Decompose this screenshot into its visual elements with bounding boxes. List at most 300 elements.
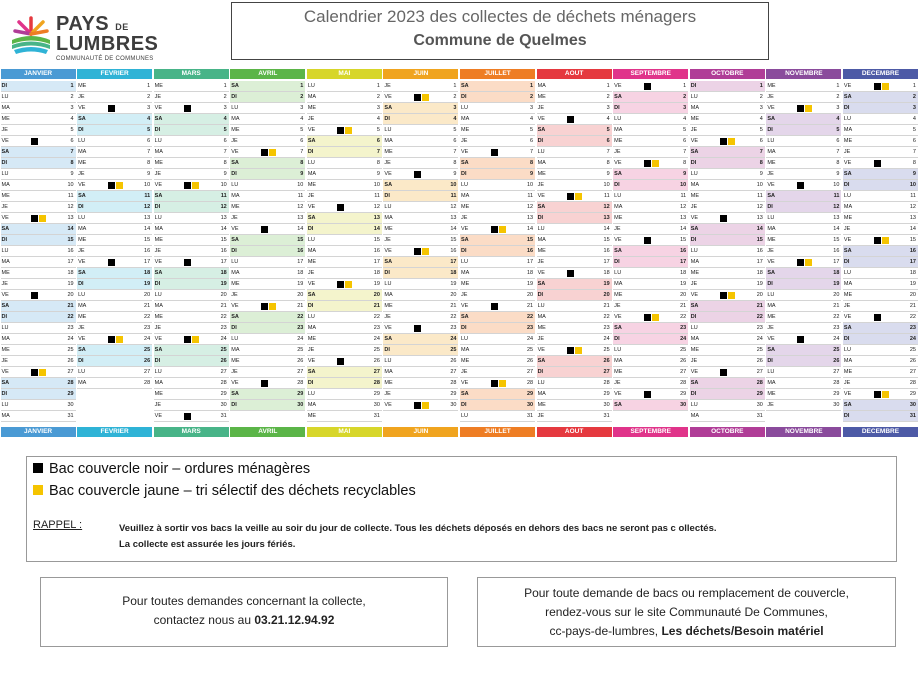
day-number: 22 xyxy=(144,314,151,320)
day-name: SA xyxy=(614,94,622,100)
legend-box xyxy=(26,456,897,562)
day-number: 20 xyxy=(144,292,151,298)
day-name: VE xyxy=(307,204,316,210)
day-row xyxy=(154,147,229,158)
day-row xyxy=(77,180,152,191)
day-number: 30 xyxy=(297,402,304,408)
day-number: 11 xyxy=(450,193,457,199)
day-name: SA xyxy=(767,347,775,353)
day-name: MA xyxy=(537,237,546,243)
day-number: 6 xyxy=(683,138,687,144)
day-name: JE xyxy=(231,292,238,298)
day-name: LU xyxy=(384,358,392,364)
day-number: 10 xyxy=(67,182,74,188)
day-number: 19 xyxy=(144,281,151,287)
day-number: 4 xyxy=(759,116,763,122)
day-name: ME xyxy=(1,347,10,353)
month-footer: OCTOBRE xyxy=(690,427,765,437)
day-number: 5 xyxy=(70,127,74,133)
day-row xyxy=(230,279,305,290)
month-days xyxy=(77,81,152,389)
day-name: ME xyxy=(1,270,10,276)
day-row xyxy=(1,334,76,345)
day-row xyxy=(766,158,841,169)
day-name: DI xyxy=(1,237,7,243)
day-row xyxy=(154,378,229,389)
day-row xyxy=(537,92,612,103)
day-row xyxy=(307,257,382,268)
month-footer: DECEMBRE xyxy=(843,427,918,437)
day-name: LU xyxy=(1,248,9,254)
day-number: 22 xyxy=(833,314,840,320)
day-number: 9 xyxy=(223,171,227,177)
yellow-square-icon xyxy=(33,485,43,495)
day-number: 13 xyxy=(909,215,916,221)
day-name: SA xyxy=(843,248,852,254)
month-header: AOUT xyxy=(537,69,612,79)
black-bin-icon xyxy=(414,325,421,332)
day-row xyxy=(690,323,765,334)
day-number: 8 xyxy=(376,160,380,166)
day-name: JE xyxy=(537,105,544,111)
day-row xyxy=(307,356,382,367)
day-name: JE xyxy=(154,94,162,100)
day-row xyxy=(537,213,612,224)
day-row xyxy=(383,367,458,378)
month-days xyxy=(766,81,841,411)
day-row xyxy=(690,257,765,268)
day-number: 2 xyxy=(836,94,840,100)
day-number: 1 xyxy=(223,83,227,89)
day-number: 23 xyxy=(603,325,610,331)
day-number: 19 xyxy=(833,281,840,287)
day-name: JE xyxy=(843,303,851,309)
day-number: 30 xyxy=(680,402,687,408)
day-row xyxy=(383,400,458,411)
month-column xyxy=(843,69,918,437)
day-number: 29 xyxy=(603,391,610,397)
day-row xyxy=(613,92,688,103)
day-number: 24 xyxy=(450,336,457,342)
day-row xyxy=(383,268,458,279)
request-line1: Pour toute demande de bacs ou remplacement de couvercle, xyxy=(524,586,849,600)
day-name: ME xyxy=(690,270,699,276)
day-row xyxy=(460,213,535,224)
day-row xyxy=(766,213,841,224)
day-name: DI xyxy=(461,171,467,177)
day-name: SA xyxy=(1,303,10,309)
calendar-grid xyxy=(0,69,919,437)
day-number: 14 xyxy=(144,226,151,232)
day-number: 18 xyxy=(909,270,916,276)
day-row xyxy=(460,169,535,180)
black-bin-icon xyxy=(414,248,421,255)
day-number: 10 xyxy=(756,182,763,188)
day-name: VE xyxy=(78,105,86,111)
day-number: 20 xyxy=(680,292,687,298)
rappel-label: RAPPEL : xyxy=(33,519,83,531)
month-header: NOVEMBRE xyxy=(766,69,841,79)
day-name: SA xyxy=(231,83,239,89)
day-number: 19 xyxy=(67,281,74,287)
day-name: SA xyxy=(154,116,163,122)
day-row xyxy=(690,312,765,323)
day-number: 27 xyxy=(373,369,380,375)
day-row xyxy=(613,301,688,312)
day-number: 13 xyxy=(220,215,227,221)
legend-black-label: Bac couvercle noir – ordures ménagères xyxy=(49,461,311,477)
day-number: 9 xyxy=(912,171,916,177)
day-name: ME xyxy=(231,204,240,210)
day-name: JE xyxy=(461,138,468,144)
black-bin-icon xyxy=(797,259,804,266)
black-bin-icon xyxy=(491,149,498,156)
day-row xyxy=(613,279,688,290)
day-name: SA xyxy=(231,391,239,397)
day-name: DI xyxy=(231,402,237,408)
day-row xyxy=(307,279,382,290)
day-number: 23 xyxy=(373,325,380,331)
black-bin-icon xyxy=(797,336,804,343)
day-number: 29 xyxy=(220,391,227,397)
day-row xyxy=(383,224,458,235)
day-number: 16 xyxy=(603,248,610,254)
day-number: 15 xyxy=(67,237,74,243)
day-name: DI xyxy=(537,215,544,221)
day-number: 3 xyxy=(759,105,763,111)
month-column xyxy=(766,69,841,437)
day-number: 18 xyxy=(833,270,840,276)
day-name: VE xyxy=(384,171,392,177)
day-name: JE xyxy=(1,204,8,210)
day-name: JE xyxy=(537,413,544,419)
day-name: DI xyxy=(537,369,544,375)
day-number: 5 xyxy=(300,127,304,133)
black-bin-icon xyxy=(414,402,421,409)
logo-line1-small: DE xyxy=(115,22,129,32)
day-row xyxy=(460,400,535,411)
day-row xyxy=(230,136,305,147)
day-number: 6 xyxy=(453,138,457,144)
day-number: 6 xyxy=(223,138,227,144)
day-number: 21 xyxy=(297,303,304,309)
day-row xyxy=(154,290,229,301)
day-row xyxy=(383,147,458,158)
day-name: ME xyxy=(690,193,699,199)
day-name: LU xyxy=(384,204,392,210)
day-name: MA xyxy=(231,347,240,353)
day-number: 12 xyxy=(680,204,687,210)
day-name: DI xyxy=(537,292,544,298)
black-bin-icon xyxy=(261,380,268,387)
black-bin-icon xyxy=(874,314,881,321)
day-number: 24 xyxy=(756,336,763,342)
day-name: MA xyxy=(1,413,10,419)
day-row xyxy=(1,114,76,125)
day-name: SA xyxy=(384,259,393,265)
day-number: 2 xyxy=(606,94,610,100)
day-number: 20 xyxy=(833,292,840,298)
day-name: VE xyxy=(843,314,852,320)
day-number: 14 xyxy=(909,226,916,232)
day-name: ME xyxy=(614,138,623,144)
day-number: 31 xyxy=(909,413,916,419)
day-number: 26 xyxy=(67,358,74,364)
day-number: 17 xyxy=(373,259,380,265)
day-row xyxy=(537,235,612,246)
day-name: DI xyxy=(461,94,467,100)
day-name: MA xyxy=(231,270,240,276)
day-row xyxy=(843,257,918,268)
day-number: 7 xyxy=(912,149,916,155)
day-name: VE xyxy=(307,281,316,287)
day-row xyxy=(307,389,382,400)
day-number: 15 xyxy=(603,237,610,243)
day-number: 30 xyxy=(67,402,74,408)
day-name: DI xyxy=(154,204,161,210)
day-name: JE xyxy=(384,83,391,89)
day-name: MA xyxy=(461,347,470,353)
day-row xyxy=(690,136,765,147)
day-name: ME xyxy=(154,314,163,320)
day-name: SA xyxy=(384,336,393,342)
day-number: 20 xyxy=(450,292,457,298)
day-name: SA xyxy=(307,215,316,221)
day-number: 17 xyxy=(450,259,457,265)
day-row xyxy=(690,213,765,224)
rappel-line2: La collecte est assurée les jours fériés. xyxy=(119,539,296,550)
day-number: 27 xyxy=(297,369,304,375)
day-row xyxy=(613,257,688,268)
day-row xyxy=(537,334,612,345)
day-row xyxy=(843,191,918,202)
day-row xyxy=(1,191,76,202)
day-name: LU xyxy=(461,105,469,111)
day-number: 3 xyxy=(530,105,534,111)
day-number: 12 xyxy=(144,204,151,210)
day-row xyxy=(843,367,918,378)
black-bin-icon xyxy=(644,160,651,167)
day-name: SA xyxy=(537,127,546,133)
day-name: DI xyxy=(231,171,237,177)
day-number: 10 xyxy=(603,182,610,188)
day-number: 25 xyxy=(833,347,840,353)
day-row xyxy=(1,136,76,147)
day-number: 28 xyxy=(220,380,227,386)
day-name: ME xyxy=(231,127,240,133)
day-row xyxy=(230,202,305,213)
day-number: 22 xyxy=(67,314,74,320)
day-row xyxy=(613,114,688,125)
logo-sun-icon xyxy=(10,14,52,56)
day-row xyxy=(383,180,458,191)
day-number: 18 xyxy=(526,270,534,276)
day-name: DI xyxy=(843,182,850,188)
black-bin-icon xyxy=(184,413,191,420)
day-name: DI xyxy=(614,336,620,342)
day-row xyxy=(460,290,535,301)
day-row xyxy=(1,224,76,235)
day-number: 2 xyxy=(912,94,916,100)
day-number: 11 xyxy=(527,193,534,199)
day-name: MA xyxy=(307,325,317,331)
day-name: VE xyxy=(537,347,545,353)
day-number: 9 xyxy=(530,171,534,177)
day-name: DI xyxy=(461,325,467,331)
day-number: 29 xyxy=(756,391,763,397)
day-number: 2 xyxy=(300,94,304,100)
day-name: JE xyxy=(307,116,315,122)
day-number: 29 xyxy=(833,391,840,397)
day-name: ME xyxy=(767,314,776,320)
yellow-bin-icon xyxy=(192,182,199,189)
day-name: JE xyxy=(78,171,85,177)
day-row xyxy=(383,191,458,202)
black-bin-icon xyxy=(261,303,268,310)
day-name: VE xyxy=(767,105,775,111)
day-number: 8 xyxy=(453,160,457,166)
day-row xyxy=(154,191,229,202)
day-number: 5 xyxy=(147,127,151,133)
day-number: 11 xyxy=(910,193,916,199)
day-number: 19 xyxy=(603,281,610,287)
day-name: DI xyxy=(690,314,697,320)
day-number: 4 xyxy=(300,116,304,122)
day-row xyxy=(383,136,458,147)
day-row xyxy=(843,345,918,356)
day-number: 27 xyxy=(144,369,151,375)
day-number: 28 xyxy=(373,380,380,386)
day-name: SA xyxy=(461,160,469,166)
day-name: JE xyxy=(1,281,8,287)
day-name: SA xyxy=(78,347,86,353)
month-header: JUILLET xyxy=(460,69,535,79)
day-row xyxy=(613,191,688,202)
day-name: DI xyxy=(384,347,390,353)
day-name: SA xyxy=(461,237,469,243)
day-number: 17 xyxy=(680,259,687,265)
day-row xyxy=(460,268,535,279)
day-name: JE xyxy=(154,171,162,177)
day-name: JE xyxy=(231,215,238,221)
black-bin-icon xyxy=(31,138,38,145)
month-column xyxy=(690,69,765,437)
day-row xyxy=(460,378,535,389)
day-row xyxy=(690,400,765,411)
day-number: 26 xyxy=(680,358,687,364)
day-row xyxy=(307,246,382,257)
day-name: ME xyxy=(154,391,163,397)
day-number: 31 xyxy=(526,413,534,419)
day-name: JE xyxy=(843,226,851,232)
day-name: LU xyxy=(690,171,698,177)
month-days xyxy=(460,81,535,422)
day-number: 6 xyxy=(300,138,304,144)
yellow-bin-icon xyxy=(116,182,123,189)
day-row xyxy=(766,114,841,125)
day-row xyxy=(1,345,76,356)
day-row xyxy=(460,367,535,378)
day-name: SA xyxy=(154,347,163,353)
day-row xyxy=(843,378,918,389)
day-name: ME xyxy=(767,160,776,166)
day-name: LU xyxy=(767,292,775,298)
day-number: 26 xyxy=(603,358,610,364)
day-name: ME xyxy=(461,281,470,287)
logo-line1: PAYS xyxy=(56,13,110,35)
day-row xyxy=(154,268,229,279)
day-row xyxy=(537,246,612,257)
day-name: ME xyxy=(614,215,623,221)
day-number: 28 xyxy=(297,380,304,386)
day-number: 12 xyxy=(220,204,227,210)
day-row xyxy=(154,235,229,246)
day-name: JE xyxy=(767,94,774,100)
day-name: ME xyxy=(767,391,776,397)
day-name: JE xyxy=(461,292,468,298)
day-number: 20 xyxy=(909,292,916,298)
month-header: DECEMBRE xyxy=(843,69,918,79)
day-row xyxy=(460,235,535,246)
day-name: JE xyxy=(154,325,162,331)
day-name: VE xyxy=(614,391,622,397)
day-number: 25 xyxy=(220,347,227,353)
day-row xyxy=(613,312,688,323)
day-name: MA xyxy=(231,193,240,199)
day-name: LU xyxy=(78,369,86,375)
day-row xyxy=(307,268,382,279)
day-row xyxy=(154,213,229,224)
day-number: 24 xyxy=(220,336,227,342)
day-number: 20 xyxy=(373,292,380,298)
day-number: 22 xyxy=(220,314,227,320)
day-number: 7 xyxy=(453,149,457,155)
day-number: 2 xyxy=(453,94,457,100)
day-number: 29 xyxy=(67,391,74,397)
day-name: JE xyxy=(843,149,851,155)
day-name: JE xyxy=(614,226,621,232)
day-row xyxy=(537,81,612,92)
day-number: 3 xyxy=(836,105,840,111)
day-row xyxy=(460,125,535,136)
day-name: LU xyxy=(537,303,545,309)
day-number: 12 xyxy=(833,204,840,210)
day-number: 2 xyxy=(530,94,534,100)
day-name: VE xyxy=(690,369,699,375)
day-row xyxy=(460,147,535,158)
day-row xyxy=(537,114,612,125)
day-name: VE xyxy=(384,402,392,408)
day-row xyxy=(537,378,612,389)
day-row xyxy=(537,345,612,356)
day-name: DI xyxy=(843,259,850,265)
day-number: 15 xyxy=(144,237,151,243)
day-row xyxy=(77,158,152,169)
black-bin-icon xyxy=(567,116,574,123)
day-row xyxy=(307,411,382,422)
day-name: DI xyxy=(614,105,620,111)
day-row xyxy=(230,246,305,257)
day-name: MA xyxy=(690,105,699,111)
day-row xyxy=(613,180,688,191)
day-row xyxy=(613,136,688,147)
day-row xyxy=(77,191,152,202)
day-name: VE xyxy=(767,182,775,188)
day-name: DI xyxy=(767,204,773,210)
day-number: 23 xyxy=(833,325,840,331)
month-column xyxy=(230,69,305,437)
black-bin-icon xyxy=(797,182,804,189)
